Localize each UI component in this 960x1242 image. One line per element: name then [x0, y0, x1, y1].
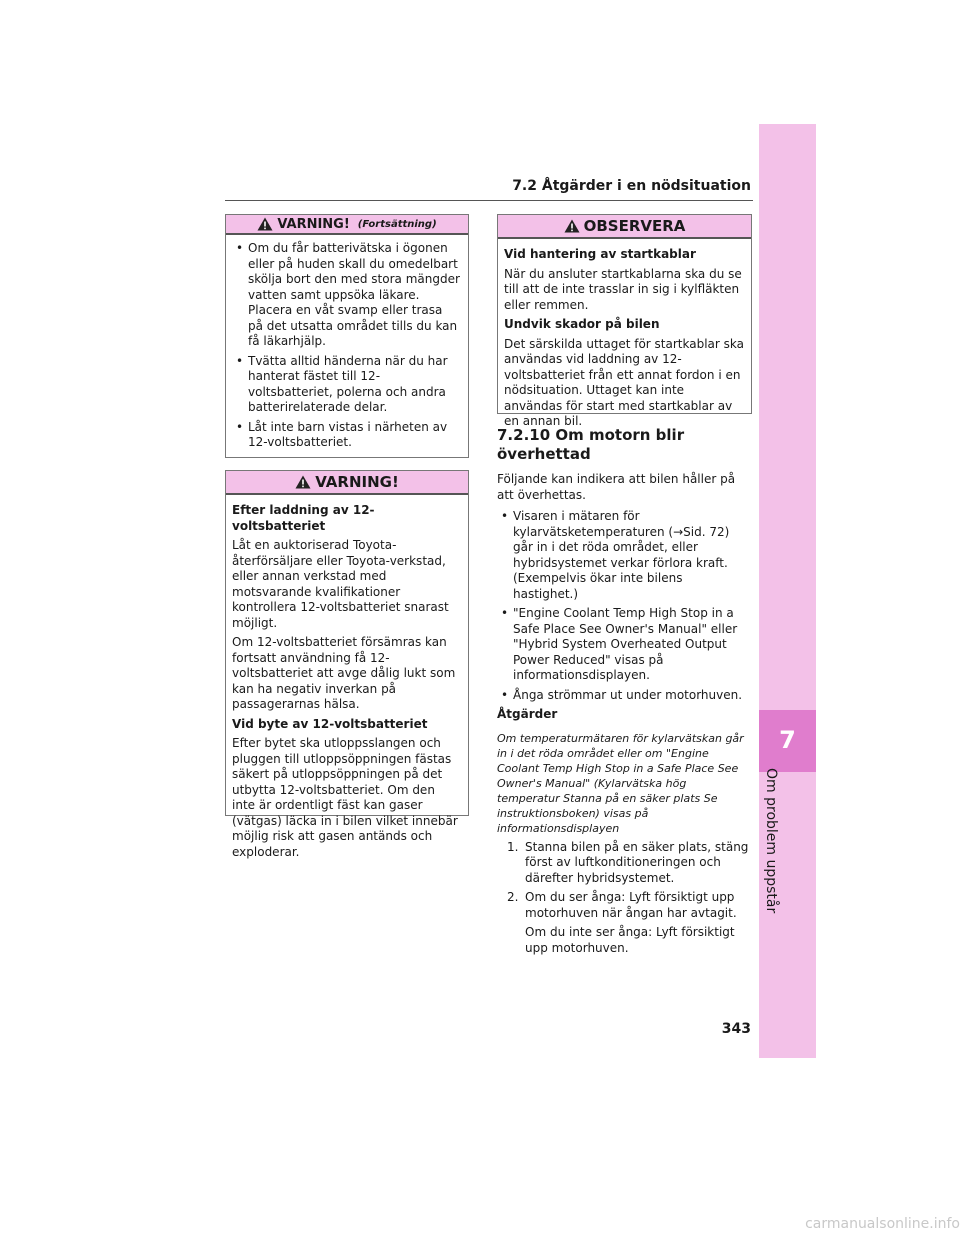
- section-title-line: överhettad: [497, 445, 591, 463]
- step-item: [507, 840, 749, 887]
- warning-paragraph: Efter bytet ska utloppsslangen och pluggen till utloppsöppningen fästas säkert på utloppsöppningen på det utbytta 12-voltsbatteriet. Om den inte är ordentligt fäst kan gaser (vätgas) läcka in i bilen vilket innebär möjlig risk att gasen antänds och exploderar.: [232, 736, 458, 859]
- step-text: Stanna bilen på en säker plats, stäng först av luftkonditioneringen och därefter hybridsystemet.: [525, 839, 749, 885]
- step-text: Om du ser ånga: Lyft försiktigt upp motorhuven när ångan har avtagit.: [525, 890, 737, 920]
- notice-title: OBSERVERA: [583, 217, 686, 235]
- notice-box: [497, 214, 752, 428]
- list-item: • Tvätta alltid händerna när du har hanterat fästet till 12-voltsbatteriet, polerna och andra batterirelaterade delar.: [232, 354, 460, 416]
- notice-header: [498, 215, 751, 239]
- warning-title: VARNING!: [277, 216, 350, 232]
- chapter-number: 7: [779, 726, 796, 754]
- warning-subheading: Efter laddning av 12-voltsbatteriet: [232, 503, 375, 533]
- section-header: 7.2 Åtgärder i en nödsituation: [512, 178, 751, 194]
- section-title: [497, 426, 747, 464]
- watermark: carmanualsonline.info: [805, 1216, 960, 1232]
- list-item: • Om du får batterivätska i ögonen eller på huden skall du omedelbart skölja bort den med stora mängder vatten samt uppsöka läkare. Placera en våt svamp eller trasa på det utsatta området tills du kan få läkarhjälp.: [232, 241, 460, 350]
- notice-subheading: Vid hantering av startkablar: [504, 247, 696, 261]
- warning-header: [226, 471, 468, 495]
- intro-paragraph: Följande kan indikera att bilen håller på att överhettas.: [497, 472, 736, 502]
- notice-paragraph: När du ansluter startkablarna ska du se till att de inte trasslar in sig i kylfläkten eller remmen.: [504, 266, 742, 312]
- notice-subheading: Undvik skador på bilen: [504, 317, 660, 331]
- warning-paragraph: Om 12-voltsbatteriet försämras kan fortsatt användning få 12-voltsbatteriet att avge dålig lukt som kan ha negativ inverkan på passagerarnas hälsa.: [232, 635, 456, 711]
- warning-triangle-icon: [257, 217, 273, 231]
- warning-header: [226, 215, 468, 235]
- warning-body: [226, 235, 468, 451]
- chapter-title-text: Om problem uppstår: [763, 768, 779, 914]
- actions-heading: Åtgärder: [497, 707, 558, 721]
- step-number: 2.: [507, 890, 519, 904]
- list-item: • Låt inte barn vistas i närheten av 12-voltsbatteriet.: [232, 420, 460, 451]
- header-divider: [225, 200, 753, 201]
- warning-box-continued: [225, 214, 469, 458]
- notice-body: [498, 239, 751, 430]
- step-extra-text: Om du inte ser ånga: Lyft försiktigt upp motorhuven.: [525, 925, 735, 955]
- list-item: • Visaren i mätaren för kylarvätsketemperaturen (→Sid. 72) går in i det röda området, eller hybridsystemet verkar förlora kraft. (Exempelvis ökar inte bilens hastighet.): [497, 509, 749, 602]
- section-body: [497, 472, 749, 960]
- warning-box-battery: [225, 470, 469, 859]
- list-item: • "Engine Coolant Temp High Stop in a Safe Place See Owner's Manual" eller "Hybrid System Overheated Output Power Reduced" visas på informationsdisplayen.: [497, 606, 749, 684]
- notice-triangle-icon: [564, 219, 580, 233]
- notice-paragraph: Det särskilda uttaget för startkablar ska användas vid laddning av 12-voltsbatteriet från ett annat fordon i en nödsituation. Uttaget kan inte användas för start med startkablar av en annan bil.: [504, 336, 744, 428]
- list-item: • Ånga strömmar ut under motorhuven.: [497, 688, 749, 704]
- chapter-side-tab: [759, 124, 816, 1058]
- warning-subheading: Vid byte av 12-voltsbatteriet: [232, 716, 428, 731]
- warning-triangle-icon: [295, 475, 311, 489]
- step-number: 1.: [507, 839, 519, 854]
- warning-paragraph: Låt en auktoriserad Toyota-återförsäljare eller Toyota-verkstad, eller annan verkstad med motsvarande kvalifikationer kontrollera 12-voltsbatteriet snarast möjligt.: [232, 538, 449, 630]
- page-number: 343: [721, 1021, 751, 1037]
- warning-title: VARNING!: [315, 473, 399, 491]
- chapter-title: [753, 768, 789, 914]
- step-item: [507, 890, 749, 956]
- section-title-line: 7.2.10 Om motorn blir: [497, 426, 685, 444]
- warning-body: [226, 495, 468, 860]
- warning-continued-label: (Fortsättning): [357, 218, 437, 230]
- actions-intro: Om temperaturmätaren för kylarvätskan går in i det röda området eller om "Engine Coolant Temp High Stop in a Safe Place See Owner's Manual" (Kylarvätska hög temperatur Stanna på en säker plats Se instruktionsboken) visas på informationsdisplayen: [497, 731, 744, 835]
